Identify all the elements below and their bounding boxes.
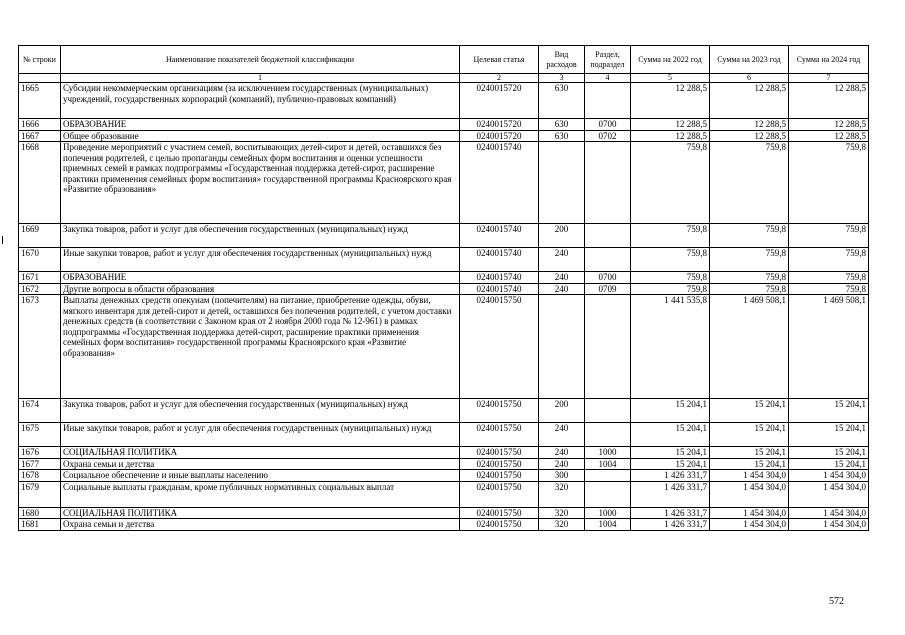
table-row	[19, 130, 869, 142]
row-sum-2024: 759,8	[789, 283, 869, 295]
row-sum-2022: 12 288,5	[631, 83, 710, 119]
row-expense-type: 240	[539, 248, 585, 272]
row-section	[585, 399, 631, 423]
row-sum-2022: 1 426 331,7	[631, 481, 710, 507]
row-expense-type	[539, 142, 585, 224]
row-number: 1674	[19, 399, 61, 423]
column-index: 3	[539, 74, 585, 83]
row-section	[585, 248, 631, 272]
row-sum-2022: 1 441 535,8	[631, 295, 710, 399]
row-expense-type: 630	[539, 130, 585, 142]
row-number: 1675	[19, 423, 61, 447]
row-expense-type: 320	[539, 507, 585, 519]
row-section: 0709	[585, 283, 631, 295]
row-target-code: 0240015750	[460, 458, 539, 470]
row-sum-2023: 15 204,1	[710, 458, 789, 470]
row-name: Субсидии некоммерческим организациям (за исключением государственных (муниципальных) учреждений, государственных корпораций (компаний), публично-правовых компаний)	[61, 83, 460, 119]
table-row	[19, 423, 869, 447]
header-sum-2024: Сумма на 2024 год	[789, 46, 869, 74]
row-sum-2022: 12 288,5	[631, 119, 710, 131]
column-index: 4	[585, 74, 631, 83]
row-name: Иные закупки товаров, работ и услуг для обеспечения государственных (муниципальных) нужд	[61, 423, 460, 447]
row-sum-2022: 759,8	[631, 142, 710, 224]
row-sum-2023: 759,8	[710, 224, 789, 248]
row-section	[585, 481, 631, 507]
row-sum-2024: 759,8	[789, 248, 869, 272]
budget-table	[18, 45, 869, 531]
row-section: 0700	[585, 119, 631, 131]
table-row	[19, 83, 869, 119]
row-sum-2023: 759,8	[710, 248, 789, 272]
header-razdel: Раздел, подраздел	[585, 46, 631, 74]
table-row	[19, 399, 869, 423]
row-sum-2022: 15 204,1	[631, 399, 710, 423]
row-sum-2024: 759,8	[789, 224, 869, 248]
table-row	[19, 481, 869, 507]
column-index: 2	[460, 74, 539, 83]
row-number: 1677	[19, 458, 61, 470]
row-target-code: 0240015750	[460, 470, 539, 482]
row-expense-type: 320	[539, 519, 585, 531]
row-sum-2022: 759,8	[631, 224, 710, 248]
row-target-code: 0240015740	[460, 272, 539, 284]
row-sum-2024: 1 454 304,0	[789, 507, 869, 519]
row-name: Проведение мероприятий с участием семей, воспитывающих детей-сирот и детей, оставшихся без попечения родителей, с целью пропаганды семейных форм воспитания и оценки успешности приемных семей в рамках подпрограммы «Государственная поддержка детей-сирот, расширение практики применения семейных форм воспитания» государственной программы Красноярского края «Развитие образования»	[61, 142, 460, 224]
table-row	[19, 507, 869, 519]
row-number: 1669	[19, 224, 61, 248]
row-section: 1000	[585, 507, 631, 519]
row-target-code: 0240015720	[460, 119, 539, 131]
row-target-code: 0240015740	[460, 248, 539, 272]
row-number: 1666	[19, 119, 61, 131]
row-section	[585, 224, 631, 248]
column-index: 6	[710, 74, 789, 83]
row-sum-2023: 12 288,5	[710, 130, 789, 142]
row-name: Иные закупки товаров, работ и услуг для обеспечения государственных (муниципальных) нужд	[61, 248, 460, 272]
row-sum-2022: 15 204,1	[631, 458, 710, 470]
row-expense-type	[539, 295, 585, 399]
row-sum-2023: 1 454 304,0	[710, 519, 789, 531]
row-target-code: 0240015720	[460, 130, 539, 142]
column-index	[19, 74, 61, 83]
row-target-code: 0240015750	[460, 423, 539, 447]
row-expense-type: 240	[539, 272, 585, 284]
table-row	[19, 119, 869, 131]
header-sum-2023: Сумма на 2023 год	[710, 46, 789, 74]
row-sum-2023: 12 288,5	[710, 119, 789, 131]
row-sum-2024: 1 454 304,0	[789, 481, 869, 507]
column-index: 5	[631, 74, 710, 83]
row-sum-2023: 759,8	[710, 283, 789, 295]
row-sum-2023: 15 204,1	[710, 447, 789, 459]
row-sum-2023: 1 469 508,1	[710, 295, 789, 399]
header-vid: Вид расходов	[539, 46, 585, 74]
row-number: 1681	[19, 519, 61, 531]
row-number: 1672	[19, 283, 61, 295]
row-section: 0702	[585, 130, 631, 142]
row-number: 1673	[19, 295, 61, 399]
row-number: 1680	[19, 507, 61, 519]
row-expense-type: 630	[539, 119, 585, 131]
row-section: 1004	[585, 519, 631, 531]
column-index: 1	[61, 74, 460, 83]
row-name: Охрана семьи и детства	[61, 519, 460, 531]
table-row	[19, 283, 869, 295]
row-expense-type: 240	[539, 447, 585, 459]
row-section	[585, 142, 631, 224]
header-target: Целевая статья	[460, 46, 539, 74]
page-number: 572	[829, 596, 844, 607]
row-expense-type: 200	[539, 399, 585, 423]
row-sum-2022: 1 426 331,7	[631, 470, 710, 482]
margin-mark	[2, 236, 3, 244]
table-row	[19, 470, 869, 482]
row-sum-2024: 759,8	[789, 272, 869, 284]
row-sum-2023: 15 204,1	[710, 399, 789, 423]
row-sum-2023: 1 454 304,0	[710, 470, 789, 482]
row-expense-type: 200	[539, 224, 585, 248]
row-expense-type: 240	[539, 458, 585, 470]
table-row	[19, 447, 869, 459]
row-section: 1004	[585, 458, 631, 470]
row-sum-2024: 1 469 508,1	[789, 295, 869, 399]
row-name: СОЦИАЛЬНАЯ ПОЛИТИКА	[61, 507, 460, 519]
row-name: Охрана семьи и детства	[61, 458, 460, 470]
row-section: 0700	[585, 272, 631, 284]
row-sum-2022: 759,8	[631, 248, 710, 272]
row-target-code: 0240015720	[460, 83, 539, 119]
row-section	[585, 83, 631, 119]
row-section	[585, 470, 631, 482]
row-target-code: 0240015740	[460, 142, 539, 224]
column-index: 7	[789, 74, 869, 83]
row-section	[585, 295, 631, 399]
row-number: 1668	[19, 142, 61, 224]
row-sum-2024: 15 204,1	[789, 458, 869, 470]
table-row	[19, 519, 869, 531]
row-sum-2023: 759,8	[710, 272, 789, 284]
header-name: Наименование показателей бюджетной классификации	[61, 46, 460, 74]
table-row	[19, 224, 869, 248]
row-expense-type: 240	[539, 283, 585, 295]
row-sum-2022: 759,8	[631, 283, 710, 295]
table-row	[19, 272, 869, 284]
row-name: ОБРАЗОВАНИЕ	[61, 272, 460, 284]
row-name: Выплаты денежных средств опекунам (попечителям) на питание, приобретение одежды, обуви, мягкого инвентаря для детей-сирот и детей, оставшихся без попечения родителей, с учетом доставки денежных средств (в соответствии с Законом края от 2 ноября 2000 года № 12-961) в рамках подпрограммы «Государственная поддержка детей-сирот, расширение практики применения семейных форм воспитания» государственной программы Красноярского края «Развитие образования»	[61, 295, 460, 399]
row-sum-2024: 15 204,1	[789, 447, 869, 459]
table-row	[19, 295, 869, 399]
row-sum-2022: 759,8	[631, 272, 710, 284]
row-number: 1670	[19, 248, 61, 272]
row-name: ОБРАЗОВАНИЕ	[61, 119, 460, 131]
table-row	[19, 248, 869, 272]
row-number: 1678	[19, 470, 61, 482]
row-sum-2023: 1 454 304,0	[710, 507, 789, 519]
row-number: 1676	[19, 447, 61, 459]
row-sum-2024: 759,8	[789, 142, 869, 224]
row-target-code: 0240015750	[460, 447, 539, 459]
column-index-row	[19, 74, 869, 83]
row-expense-type: 300	[539, 470, 585, 482]
row-sum-2024: 1 454 304,0	[789, 519, 869, 531]
row-number: 1679	[19, 481, 61, 507]
row-name: Социальное обеспечение и иные выплаты населению	[61, 470, 460, 482]
row-sum-2023: 12 288,5	[710, 83, 789, 119]
row-sum-2023: 1 454 304,0	[710, 481, 789, 507]
row-number: 1667	[19, 130, 61, 142]
row-target-code: 0240015750	[460, 519, 539, 531]
row-section: 1000	[585, 447, 631, 459]
row-name: Закупка товаров, работ и услуг для обеспечения государственных (муниципальных) нужд	[61, 399, 460, 423]
row-target-code: 0240015750	[460, 507, 539, 519]
row-target-code: 0240015750	[460, 399, 539, 423]
row-number: 1665	[19, 83, 61, 119]
row-sum-2023: 15 204,1	[710, 423, 789, 447]
row-sum-2022: 12 288,5	[631, 130, 710, 142]
row-sum-2024: 15 204,1	[789, 399, 869, 423]
row-sum-2022: 15 204,1	[631, 447, 710, 459]
table-body	[19, 83, 869, 531]
row-name: СОЦИАЛЬНАЯ ПОЛИТИКА	[61, 447, 460, 459]
row-sum-2022: 1 426 331,7	[631, 519, 710, 531]
row-sum-2024: 15 204,1	[789, 423, 869, 447]
row-sum-2024: 12 288,5	[789, 130, 869, 142]
row-target-code: 0240015740	[460, 283, 539, 295]
row-number: 1671	[19, 272, 61, 284]
header-sum-2022: Сумма на 2022 год	[631, 46, 710, 74]
row-sum-2024: 12 288,5	[789, 119, 869, 131]
row-name: Закупка товаров, работ и услуг для обеспечения государственных (муниципальных) нужд	[61, 224, 460, 248]
row-sum-2022: 15 204,1	[631, 423, 710, 447]
table-row	[19, 142, 869, 224]
row-sum-2024: 12 288,5	[789, 83, 869, 119]
row-section	[585, 423, 631, 447]
row-expense-type: 240	[539, 423, 585, 447]
row-expense-type: 320	[539, 481, 585, 507]
table-row	[19, 458, 869, 470]
row-name: Общее образование	[61, 130, 460, 142]
row-sum-2022: 1 426 331,7	[631, 507, 710, 519]
row-target-code: 0240015740	[460, 224, 539, 248]
header-row-num: № строки	[19, 46, 61, 74]
row-target-code: 0240015750	[460, 481, 539, 507]
row-expense-type: 630	[539, 83, 585, 119]
row-name: Социальные выплаты гражданам, кроме публичных нормативных социальных выплат	[61, 481, 460, 507]
row-sum-2023: 759,8	[710, 142, 789, 224]
header-row	[19, 46, 869, 74]
row-target-code: 0240015750	[460, 295, 539, 399]
row-name: Другие вопросы в области образования	[61, 283, 460, 295]
row-sum-2024: 1 454 304,0	[789, 470, 869, 482]
